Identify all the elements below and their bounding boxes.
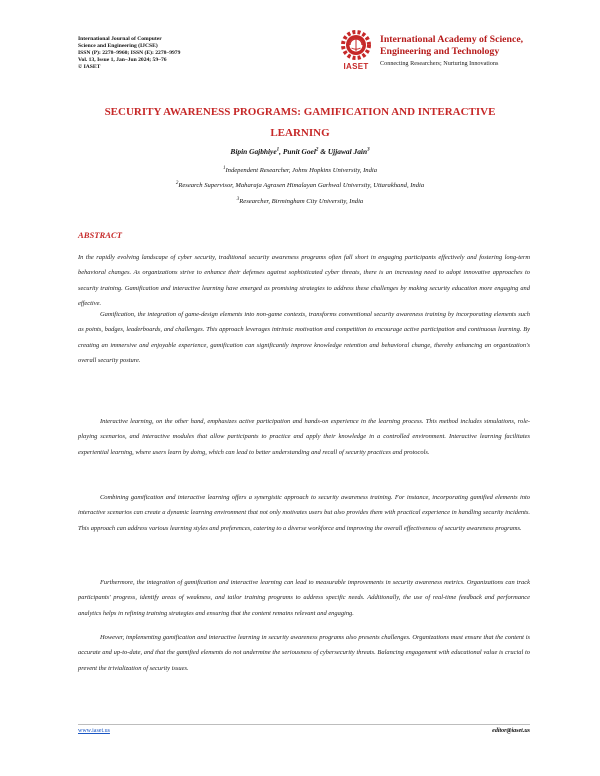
- paper-title: [70, 102, 530, 144]
- author-sup: 1: [276, 147, 280, 153]
- abstract-paragraph: However, implementing gamification and interactive learning in security awareness programs also presents challenges. Organizations must ensure that the content is accurate and up-to-date, and that the gamified elements do not undermine the seriousness of cybersecurity threats. Balancing engagement with educational value is crucial to prevent the trivialization of security issues.: [78, 634, 530, 672]
- abstract-heading: ABSTRACT: [78, 230, 122, 240]
- org-tagline: Connecting Researchers; Nurturing Innovations: [380, 60, 499, 67]
- author-sup: 3: [367, 147, 370, 153]
- affiliation-text: Researcher, Birmingham City University, India: [239, 198, 364, 206]
- affiliation-sup: 3: [236, 197, 240, 202]
- abstract-paragraph: Gamification, the integration of game-design elements into non-game contexts, transforms conventional security awareness training by incorporating elements such as points, badges, leaderboards, and challenges. This approach leverages intrinsic motivation and competition to encourage active participation and continuous learning. By creating an immersive and enjoyable experience, gamification can significantly improve knowledge retention and behavioral change, thereby enhancing an organization's overall security posture.: [78, 311, 530, 364]
- gear-globe-icon: [339, 28, 373, 62]
- affiliation-text: Independent Researcher, Johns Hopkins University, India: [225, 167, 378, 175]
- footer-divider: [78, 724, 530, 725]
- affiliation: [70, 166, 530, 174]
- journal-line: © IASET: [78, 63, 101, 70]
- org-name: [380, 34, 580, 58]
- footer-website-link[interactable]: www.iaset.us: [78, 728, 110, 734]
- org-name-line: Engineering and Technology: [380, 46, 500, 57]
- journal-line: ISSN (P): 2278–9960; ISSN (E): 2278–9979: [78, 49, 181, 56]
- journal-info: [78, 36, 228, 71]
- abstract-paragraph: Furthermore, the integration of gamification and interactive learning can lead to measurable improvements in security awareness metrics. Organizations can track participants' progress, identify areas of weakness, and tailor training programs to address specific needs. Additionally, the use of real-time feedback and performance analytics helps in refining training strategies and ensuring that the content remains relevant and engaging.: [78, 579, 530, 617]
- affiliation: [70, 181, 530, 189]
- author-name: Ujjawal Jain: [327, 147, 368, 156]
- abstract-paragraph: Combining gamification and interactive learning offers a synergistic approach to security awareness training. For instance, incorporating gamified elements into interactive scenarios can create a dynamic learning environment that not only motivates users but also provides them with practical experience in handling security incidents. This approach can address various learning styles and preferences, catering to a diverse workforce and improving the overall effectiveness of security awareness programs.: [78, 494, 530, 532]
- title-line: LEARNING: [270, 127, 330, 139]
- affiliation-sup: 1: [222, 166, 226, 171]
- logo-text: IASET: [343, 62, 369, 71]
- affiliation: [70, 197, 530, 205]
- iaset-logo: [336, 28, 376, 74]
- author-sup: 2: [315, 147, 319, 153]
- abstract-paragraph: In the rapidly evolving landscape of cyber security, traditional security awareness programs often fall short in engaging participants effectively and fostering long-term behavioral changes. As organizations strive to enhance their defenses against sophisticated cyber threats, there is an increasing need to adopt innovative approaches to security training. Gamification and interactive learning have emerged as promising strategies to address these challenges by making security education more engaging and effective.: [78, 254, 530, 307]
- journal-line: Vol. 13, Issue 1, Jan–Jun 2024; 59–76: [78, 56, 167, 63]
- author-list: [70, 147, 530, 156]
- abstract-paragraph: Interactive learning, on the other hand, emphasizes active participation and hands-on experience in the learning process. This method includes simulations, role-playing scenarios, and interactive modules that allow participants to practice and apply their knowledge in a controlled environment. Interactive learning facilitates experiential learning, where users learn by doing, which can lead to better understanding and recall of security practices and protocols.: [78, 418, 530, 456]
- author-separator: ,: [279, 147, 283, 156]
- author-name: Punit Goel: [282, 147, 316, 156]
- footer-email: editor@iaset.us: [492, 728, 530, 734]
- affiliation-sup: 2: [175, 181, 179, 186]
- journal-line: International Journal of Computer: [78, 36, 162, 42]
- author-name: Bipin Gajbhiye: [230, 147, 277, 156]
- journal-line: Science and Engineering (IJCSE): [78, 42, 158, 49]
- title-line: SECURITY AWARENESS PROGRAMS: GAMIFICATION AND INTERACTIVE: [104, 106, 496, 118]
- affiliation-text: Research Supervisor, Maharaja Agrasen Himalayan Garhwal University, Uttarakhand, India: [178, 182, 425, 190]
- org-name-line: International Academy of Science,: [380, 34, 524, 45]
- author-separator: &: [318, 147, 328, 156]
